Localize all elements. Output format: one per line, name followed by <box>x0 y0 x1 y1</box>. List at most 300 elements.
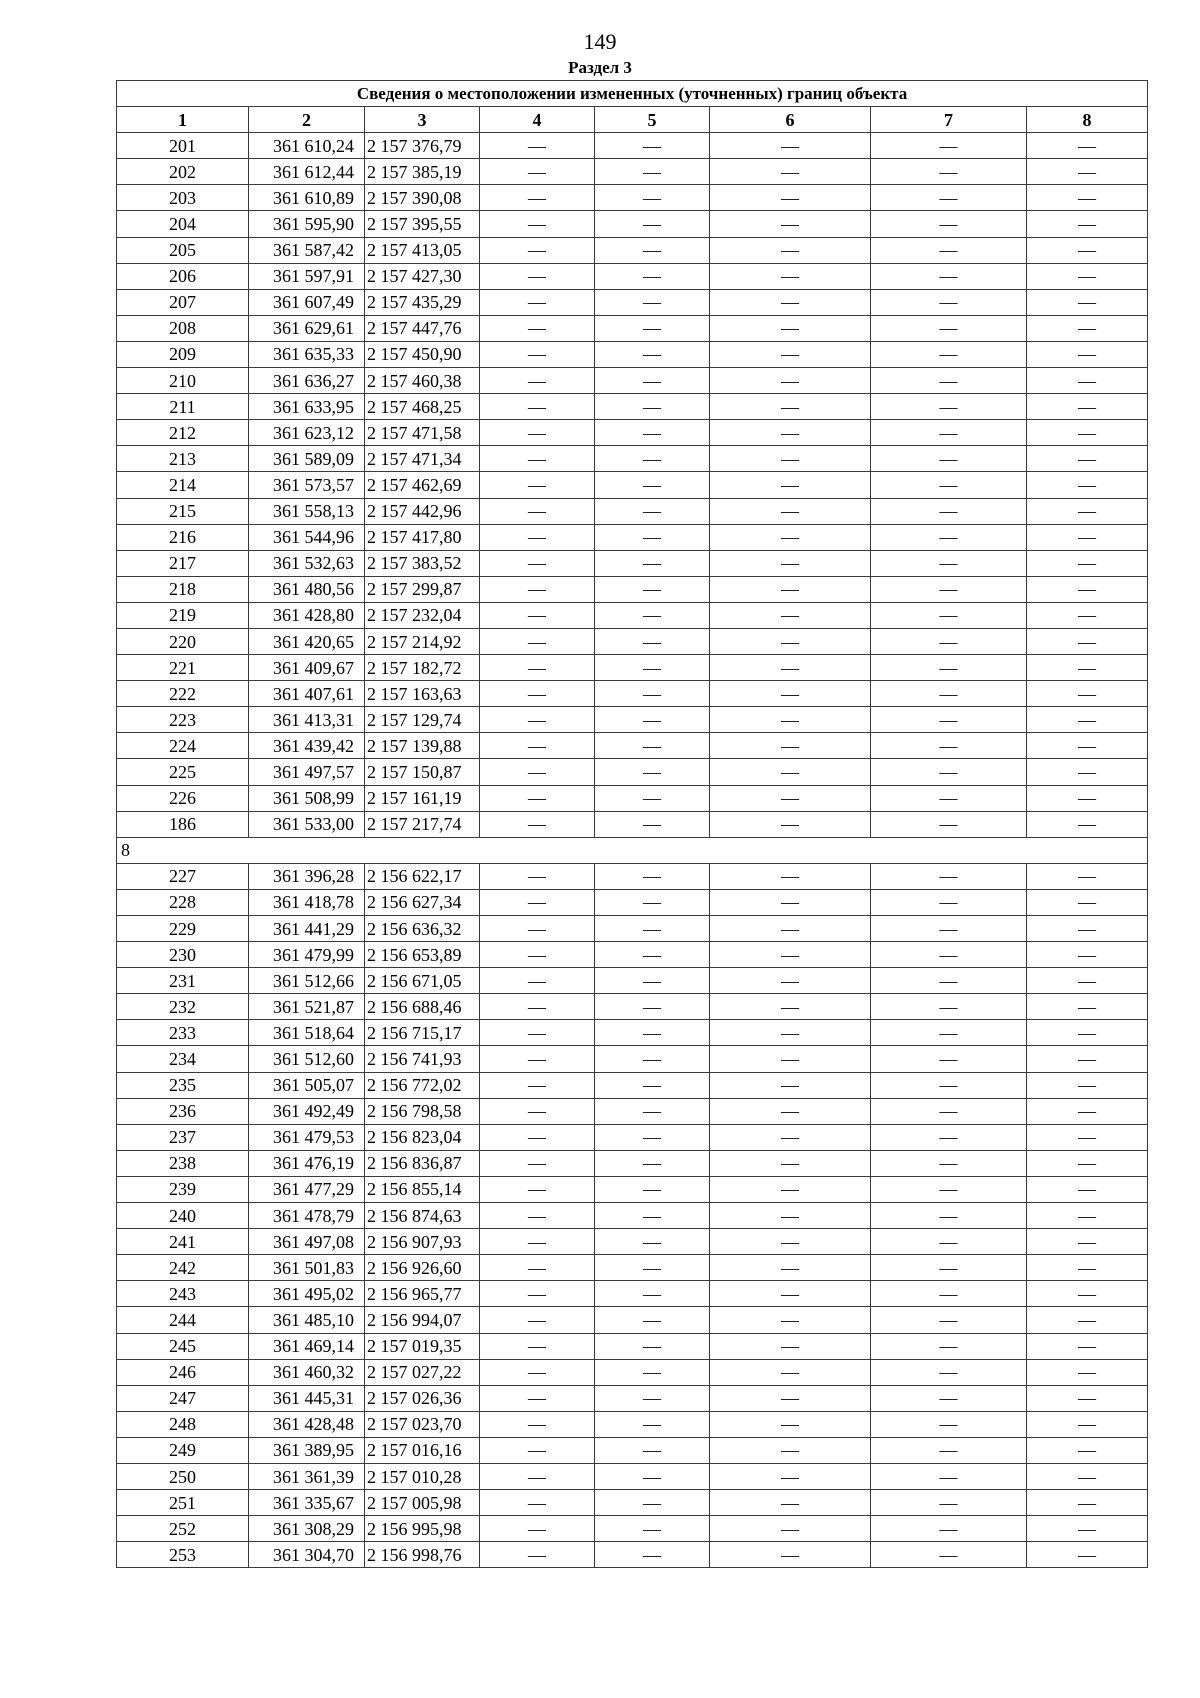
empty-mark: — <box>480 133 595 159</box>
empty-mark: — <box>710 1333 871 1359</box>
empty-mark: — <box>480 733 595 759</box>
empty-mark: — <box>480 1463 595 1489</box>
coord-y: 2 156 688,46 <box>365 994 480 1020</box>
point-number: 222 <box>117 681 249 707</box>
point-number: 233 <box>117 1020 249 1046</box>
point-number: 228 <box>117 889 249 915</box>
point-number: 210 <box>117 368 249 394</box>
empty-mark: — <box>480 1490 595 1516</box>
empty-mark: — <box>1027 968 1148 994</box>
column-header: 8 <box>1027 107 1148 133</box>
coord-y: 2 156 823,04 <box>365 1124 480 1150</box>
boundary-coordinates-table <box>116 80 1148 1568</box>
empty-mark: — <box>1027 628 1148 654</box>
empty-mark: — <box>595 211 710 237</box>
empty-mark: — <box>595 133 710 159</box>
table-row <box>117 1229 1148 1255</box>
coord-x: 361 610,24 <box>249 133 365 159</box>
empty-mark: — <box>1027 524 1148 550</box>
empty-mark: — <box>871 889 1027 915</box>
point-number: 209 <box>117 341 249 367</box>
empty-mark: — <box>1027 733 1148 759</box>
empty-mark: — <box>1027 889 1148 915</box>
empty-mark: — <box>871 263 1027 289</box>
coord-x: 361 623,12 <box>249 420 365 446</box>
empty-mark: — <box>480 889 595 915</box>
coord-x: 361 441,29 <box>249 916 365 942</box>
coord-x: 361 610,89 <box>249 185 365 211</box>
empty-mark: — <box>480 863 595 889</box>
empty-mark: — <box>871 1229 1027 1255</box>
coord-y: 2 157 182,72 <box>365 655 480 681</box>
empty-mark: — <box>1027 1542 1148 1568</box>
coord-y: 2 157 435,29 <box>365 289 480 315</box>
coord-y: 2 157 471,58 <box>365 420 480 446</box>
empty-mark: — <box>595 498 710 524</box>
empty-mark: — <box>710 916 871 942</box>
empty-mark: — <box>595 655 710 681</box>
coord-x: 361 477,29 <box>249 1176 365 1202</box>
empty-mark: — <box>871 1020 1027 1046</box>
empty-mark: — <box>871 394 1027 420</box>
empty-mark: — <box>1027 498 1148 524</box>
empty-mark: — <box>710 602 871 628</box>
point-number: 242 <box>117 1255 249 1281</box>
empty-mark: — <box>710 1203 871 1229</box>
empty-mark: — <box>595 1098 710 1124</box>
coord-y: 2 156 998,76 <box>365 1542 480 1568</box>
coord-y: 2 157 390,08 <box>365 185 480 211</box>
table-row <box>117 889 1148 915</box>
empty-mark: — <box>595 1542 710 1568</box>
empty-mark: — <box>480 968 595 994</box>
empty-mark: — <box>595 968 710 994</box>
empty-mark: — <box>480 1020 595 1046</box>
empty-mark: — <box>710 211 871 237</box>
empty-mark: — <box>480 916 595 942</box>
empty-mark: — <box>1027 759 1148 785</box>
empty-mark: — <box>1027 263 1148 289</box>
point-number: 238 <box>117 1150 249 1176</box>
coord-x: 361 413,31 <box>249 707 365 733</box>
point-number: 211 <box>117 394 249 420</box>
empty-mark: — <box>595 550 710 576</box>
coord-y: 2 157 010,28 <box>365 1463 480 1489</box>
point-number: 246 <box>117 1359 249 1385</box>
empty-mark: — <box>1027 1463 1148 1489</box>
empty-mark: — <box>480 759 595 785</box>
coord-x: 361 428,80 <box>249 602 365 628</box>
empty-mark: — <box>480 1072 595 1098</box>
empty-mark: — <box>595 1333 710 1359</box>
empty-mark: — <box>710 1098 871 1124</box>
empty-mark: — <box>710 1490 871 1516</box>
coord-y: 2 157 217,74 <box>365 811 480 837</box>
empty-mark: — <box>1027 1359 1148 1385</box>
empty-mark: — <box>480 211 595 237</box>
point-number: 208 <box>117 315 249 341</box>
coord-x: 361 497,08 <box>249 1229 365 1255</box>
empty-mark: — <box>480 159 595 185</box>
coord-x: 361 495,02 <box>249 1281 365 1307</box>
empty-mark: — <box>595 185 710 211</box>
point-number: 217 <box>117 550 249 576</box>
point-number: 231 <box>117 968 249 994</box>
empty-mark: — <box>710 681 871 707</box>
coord-x: 361 439,42 <box>249 733 365 759</box>
point-number: 219 <box>117 602 249 628</box>
empty-mark: — <box>595 1255 710 1281</box>
empty-mark: — <box>595 524 710 550</box>
coord-y: 2 157 129,74 <box>365 707 480 733</box>
point-number: 232 <box>117 994 249 1020</box>
empty-mark: — <box>871 628 1027 654</box>
empty-mark: — <box>595 289 710 315</box>
empty-mark: — <box>710 1150 871 1176</box>
coord-y: 2 157 468,25 <box>365 394 480 420</box>
empty-mark: — <box>1027 1411 1148 1437</box>
empty-mark: — <box>710 185 871 211</box>
empty-mark: — <box>595 1490 710 1516</box>
empty-mark: — <box>595 576 710 602</box>
empty-mark: — <box>595 1281 710 1307</box>
coord-x: 361 308,29 <box>249 1516 365 1542</box>
empty-mark: — <box>710 1281 871 1307</box>
coord-y: 2 157 019,35 <box>365 1333 480 1359</box>
empty-mark: — <box>595 916 710 942</box>
point-number: 186 <box>117 811 249 837</box>
empty-mark: — <box>480 811 595 837</box>
empty-mark: — <box>480 785 595 811</box>
table-row <box>117 785 1148 811</box>
coord-x: 361 518,64 <box>249 1020 365 1046</box>
table-row <box>117 472 1148 498</box>
empty-mark: — <box>871 550 1027 576</box>
point-number: 203 <box>117 185 249 211</box>
table-row <box>117 1516 1148 1542</box>
empty-mark: — <box>480 994 595 1020</box>
coord-y: 2 157 427,30 <box>365 263 480 289</box>
empty-mark: — <box>595 1203 710 1229</box>
coord-y: 2 157 139,88 <box>365 733 480 759</box>
empty-mark: — <box>871 1542 1027 1568</box>
coord-y: 2 157 016,16 <box>365 1437 480 1463</box>
coord-y: 2 157 299,87 <box>365 576 480 602</box>
empty-mark: — <box>595 1072 710 1098</box>
empty-mark: — <box>1027 1176 1148 1202</box>
empty-mark: — <box>871 1203 1027 1229</box>
empty-mark: — <box>480 368 595 394</box>
empty-mark: — <box>480 446 595 472</box>
coord-y: 2 156 965,77 <box>365 1281 480 1307</box>
coord-y: 2 157 376,79 <box>365 133 480 159</box>
empty-mark: — <box>871 602 1027 628</box>
empty-mark: — <box>710 707 871 733</box>
table-row <box>117 1203 1148 1229</box>
empty-mark: — <box>710 1463 871 1489</box>
empty-mark: — <box>871 315 1027 341</box>
table-row <box>117 1046 1148 1072</box>
empty-mark: — <box>710 1359 871 1385</box>
point-number: 244 <box>117 1307 249 1333</box>
empty-mark: — <box>480 628 595 654</box>
empty-mark: — <box>871 524 1027 550</box>
table-row <box>117 368 1148 394</box>
empty-mark: — <box>1027 655 1148 681</box>
empty-mark: — <box>871 1490 1027 1516</box>
empty-mark: — <box>710 446 871 472</box>
empty-mark: — <box>871 446 1027 472</box>
empty-mark: — <box>871 185 1027 211</box>
coord-y: 2 157 460,38 <box>365 368 480 394</box>
coord-y: 2 156 741,93 <box>365 1046 480 1072</box>
coord-x: 361 512,60 <box>249 1046 365 1072</box>
point-number: 218 <box>117 576 249 602</box>
coord-x: 361 418,78 <box>249 889 365 915</box>
coord-y: 2 157 395,55 <box>365 211 480 237</box>
coord-x: 361 497,57 <box>249 759 365 785</box>
empty-mark: — <box>871 707 1027 733</box>
empty-mark: — <box>871 1437 1027 1463</box>
empty-mark: — <box>871 1281 1027 1307</box>
empty-mark: — <box>595 994 710 1020</box>
empty-mark: — <box>871 498 1027 524</box>
table-row <box>117 681 1148 707</box>
empty-mark: — <box>1027 550 1148 576</box>
column-header: 2 <box>249 107 365 133</box>
empty-mark: — <box>710 394 871 420</box>
empty-mark: — <box>871 733 1027 759</box>
coord-x: 361 508,99 <box>249 785 365 811</box>
empty-mark: — <box>710 263 871 289</box>
empty-mark: — <box>710 811 871 837</box>
empty-mark: — <box>1027 289 1148 315</box>
empty-mark: — <box>710 159 871 185</box>
coord-x: 361 420,65 <box>249 628 365 654</box>
empty-mark: — <box>710 133 871 159</box>
empty-mark: — <box>1027 315 1148 341</box>
table-row <box>117 394 1148 420</box>
empty-mark: — <box>710 550 871 576</box>
empty-mark: — <box>1027 394 1148 420</box>
table-row <box>117 341 1148 367</box>
coord-y: 2 157 413,05 <box>365 237 480 263</box>
empty-mark: — <box>480 1176 595 1202</box>
empty-mark: — <box>595 942 710 968</box>
table-row <box>117 289 1148 315</box>
empty-mark: — <box>710 341 871 367</box>
table-row <box>117 1150 1148 1176</box>
empty-mark: — <box>595 1359 710 1385</box>
coord-x: 361 469,14 <box>249 1333 365 1359</box>
empty-mark: — <box>480 237 595 263</box>
coord-x: 361 612,44 <box>249 159 365 185</box>
empty-mark: — <box>710 994 871 1020</box>
coord-y: 2 157 417,80 <box>365 524 480 550</box>
empty-mark: — <box>1027 1516 1148 1542</box>
empty-mark: — <box>871 420 1027 446</box>
empty-mark: — <box>710 1542 871 1568</box>
empty-mark: — <box>710 237 871 263</box>
table-row <box>117 263 1148 289</box>
empty-mark: — <box>710 472 871 498</box>
empty-mark: — <box>710 1072 871 1098</box>
coord-x: 361 597,91 <box>249 263 365 289</box>
coord-x: 361 558,13 <box>249 498 365 524</box>
point-number: 207 <box>117 289 249 315</box>
empty-mark: — <box>595 681 710 707</box>
empty-mark: — <box>1027 1150 1148 1176</box>
point-number: 220 <box>117 628 249 654</box>
empty-mark: — <box>595 707 710 733</box>
empty-mark: — <box>871 1124 1027 1150</box>
empty-mark: — <box>710 1437 871 1463</box>
empty-mark: — <box>595 368 710 394</box>
coord-y: 2 156 715,17 <box>365 1020 480 1046</box>
empty-mark: — <box>710 863 871 889</box>
point-number: 247 <box>117 1385 249 1411</box>
empty-mark: — <box>480 394 595 420</box>
empty-mark: — <box>1027 916 1148 942</box>
empty-mark: — <box>1027 576 1148 602</box>
empty-mark: — <box>480 289 595 315</box>
coord-y: 2 157 450,90 <box>365 341 480 367</box>
table-row <box>117 1359 1148 1385</box>
empty-mark: — <box>595 1516 710 1542</box>
empty-mark: — <box>1027 1255 1148 1281</box>
empty-mark: — <box>871 1359 1027 1385</box>
empty-mark: — <box>710 368 871 394</box>
empty-mark: — <box>710 942 871 968</box>
empty-mark: — <box>480 1385 595 1411</box>
empty-mark: — <box>871 655 1027 681</box>
group-label: 8 <box>117 837 1148 863</box>
table-row <box>117 159 1148 185</box>
empty-mark: — <box>595 159 710 185</box>
empty-mark: — <box>871 1150 1027 1176</box>
empty-mark: — <box>480 1542 595 1568</box>
empty-mark: — <box>871 1333 1027 1359</box>
empty-mark: — <box>871 211 1027 237</box>
coord-x: 361 492,49 <box>249 1098 365 1124</box>
empty-mark: — <box>710 1020 871 1046</box>
coord-y: 2 157 005,98 <box>365 1490 480 1516</box>
column-header: 3 <box>365 107 480 133</box>
empty-mark: — <box>595 472 710 498</box>
table-row <box>117 811 1148 837</box>
column-header: 4 <box>480 107 595 133</box>
empty-mark: — <box>595 1411 710 1437</box>
point-number: 215 <box>117 498 249 524</box>
empty-mark: — <box>1027 994 1148 1020</box>
empty-mark: — <box>595 394 710 420</box>
empty-mark: — <box>595 1307 710 1333</box>
empty-mark: — <box>1027 1124 1148 1150</box>
empty-mark: — <box>1027 811 1148 837</box>
empty-mark: — <box>595 628 710 654</box>
coord-y: 2 156 671,05 <box>365 968 480 994</box>
empty-mark: — <box>595 602 710 628</box>
point-number: 252 <box>117 1516 249 1542</box>
point-number: 239 <box>117 1176 249 1202</box>
table-title-row <box>117 81 1148 107</box>
table-row <box>117 1385 1148 1411</box>
coord-x: 361 445,31 <box>249 1385 365 1411</box>
point-number: 241 <box>117 1229 249 1255</box>
point-number: 205 <box>117 237 249 263</box>
point-number: 234 <box>117 1046 249 1072</box>
coord-y: 2 156 995,98 <box>365 1516 480 1542</box>
empty-mark: — <box>480 341 595 367</box>
table-row <box>117 733 1148 759</box>
coord-x: 361 460,32 <box>249 1359 365 1385</box>
coord-y: 2 157 383,52 <box>365 550 480 576</box>
table-row <box>117 1072 1148 1098</box>
empty-mark: — <box>480 1281 595 1307</box>
empty-mark: — <box>1027 472 1148 498</box>
empty-mark: — <box>595 1463 710 1489</box>
point-number: 202 <box>117 159 249 185</box>
table-row <box>117 1020 1148 1046</box>
coord-x: 361 512,66 <box>249 968 365 994</box>
coord-y: 2 157 442,96 <box>365 498 480 524</box>
empty-mark: — <box>871 1072 1027 1098</box>
empty-mark: — <box>871 942 1027 968</box>
table-row <box>117 942 1148 968</box>
empty-mark: — <box>595 1150 710 1176</box>
empty-mark: — <box>1027 1437 1148 1463</box>
empty-mark: — <box>480 1124 595 1150</box>
coord-y: 2 156 907,93 <box>365 1229 480 1255</box>
empty-mark: — <box>710 420 871 446</box>
empty-mark: — <box>1027 446 1148 472</box>
empty-mark: — <box>595 1229 710 1255</box>
empty-mark: — <box>871 916 1027 942</box>
point-number: 253 <box>117 1542 249 1568</box>
empty-mark: — <box>1027 159 1148 185</box>
empty-mark: — <box>871 576 1027 602</box>
empty-mark: — <box>595 446 710 472</box>
empty-mark: — <box>1027 942 1148 968</box>
column-header: 7 <box>871 107 1027 133</box>
empty-mark: — <box>480 550 595 576</box>
empty-mark: — <box>871 1516 1027 1542</box>
table-row <box>117 1411 1148 1437</box>
coord-y: 2 156 627,34 <box>365 889 480 915</box>
empty-mark: — <box>710 1255 871 1281</box>
empty-mark: — <box>480 942 595 968</box>
column-header: 6 <box>710 107 871 133</box>
empty-mark: — <box>595 863 710 889</box>
empty-mark: — <box>595 315 710 341</box>
point-number: 248 <box>117 1411 249 1437</box>
column-number-row <box>117 107 1148 133</box>
section-label: Раздел 3 <box>568 58 632 77</box>
point-number: 206 <box>117 263 249 289</box>
coord-y: 2 157 214,92 <box>365 628 480 654</box>
table-row <box>117 968 1148 994</box>
coord-x: 361 521,87 <box>249 994 365 1020</box>
empty-mark: — <box>480 185 595 211</box>
point-number: 230 <box>117 942 249 968</box>
empty-mark: — <box>480 655 595 681</box>
empty-mark: — <box>595 1437 710 1463</box>
empty-mark: — <box>710 524 871 550</box>
group-row <box>117 837 1148 863</box>
empty-mark: — <box>871 681 1027 707</box>
coord-x: 361 589,09 <box>249 446 365 472</box>
empty-mark: — <box>480 681 595 707</box>
